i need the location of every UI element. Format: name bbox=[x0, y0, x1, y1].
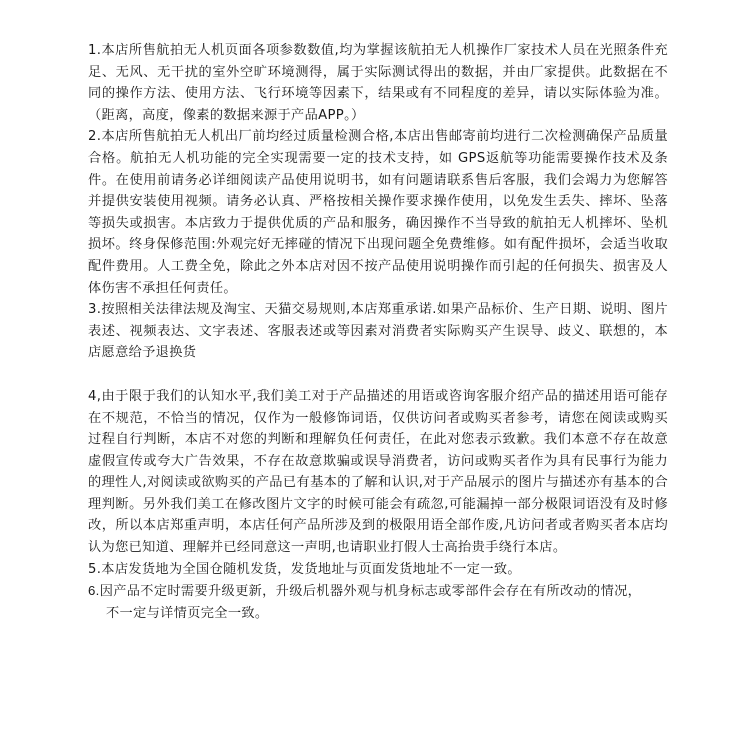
disclaimer-paragraph-4: 4,由于限于我们的认知水平,我们美工对于产品描述的用语或咨询客服介绍产品的描述用语可能存在不规范，不恰当的情况，仅作为一般修饰词语，仅供访问者或购买者参考，请您在阅读或购买过程自行判断，本店不对您的判断和理解负任何责任，在此对您表示致歉。我们本意不存在故意虚假宣传或夸大广告效果，不存在故意欺骗或误导消费者，访问或购买者作为具有民事行为能力的理性人,对阅读或欲购买的产品已有基本的了解和认识,对于产品展示的图片与描述亦有基本的合理判断。另外我们美工在修改图片文字的时候可能会有疏忽,可能漏掉一部分极限词语没有及时修改，所以本店郑重声明，本店任何产品所涉及到的极限用语全部作废,凡访问者或者购买者本店均认为您已知道、理解并已经同意这一声明,也请职业打假人士高抬贵手绕行本店。 bbox=[88, 388, 668, 556]
disclaimer-paragraph-1: 1.本店所售航拍无人机页面各项参数数值,均为掌握该航拍无人机操作厂家技术人员在光照条件充足、无风、无干扰的室外空旷环境测得，属于实际测试得出的数据，并由厂家提供。此数据在不同的操作方法、使用方法、飞行环境等因素下，结果或有不同程度的差异，请以实际体验为准。（距离，高度，像素的数据来源于产品APP。） bbox=[88, 43, 668, 123]
disclaimer-paragraph-6-line-1: 6.因产品不定时需要升级更新，升级后机器外观与机身标志或零部件会存在有所改动的情况， bbox=[88, 583, 642, 599]
disclaimer-document bbox=[88, 40, 668, 623]
disclaimer-paragraph-6 bbox=[88, 580, 668, 623]
disclaimer-paragraph-3: 3.按照相关法律法规及淘宝、天猫交易规则,本店郑重承诺.如果产品标价、生产日期、说明、图片表述、视频表达、文字表述、客服表述或等因素对消费者实际购买产生误导、歧义、联想的，本店愿意给予退换货 bbox=[88, 302, 668, 361]
disclaimer-paragraph-6-line-2: 不一定与详情页完全一致。 bbox=[106, 604, 269, 620]
disclaimer-paragraph-5: 5.本店发货地为全国仓随机发货，发货地址与页面发货地址不一定一致。 bbox=[88, 561, 521, 577]
paragraph-spacer bbox=[88, 364, 668, 386]
disclaimer-paragraph-2: 2.本店所售航拍无人机出厂前均经过质量检测合格,本店出售邮寄前均进行二次检测确保产品质量合格。航拍无人机功能的完全实现需要一定的技术支持，如 GPS返航等功能需要操作技术及条件。在使用前请务必详细阅读产品使用说明书，如有问题请联系售后客服，我们会竭力为您解答并提供安装使用视频。请务必认真、严格按相关操作要求操作使用，以免发生丢失、摔坏、坠落等损失或损害。本店致力于提供优质的产品和服务，确因操作不当导致的航拍无人机摔坏、坠机损坏。终身保修范围:外观完好无摔碰的情况下出现问题全免费维修。如有配件损坏，会适当收取配件费用。人工费全免，除此之外本店对因不按产品使用说明操作而引起的任何损失、损害及人体伤害不承担任何责任。 bbox=[88, 129, 668, 296]
